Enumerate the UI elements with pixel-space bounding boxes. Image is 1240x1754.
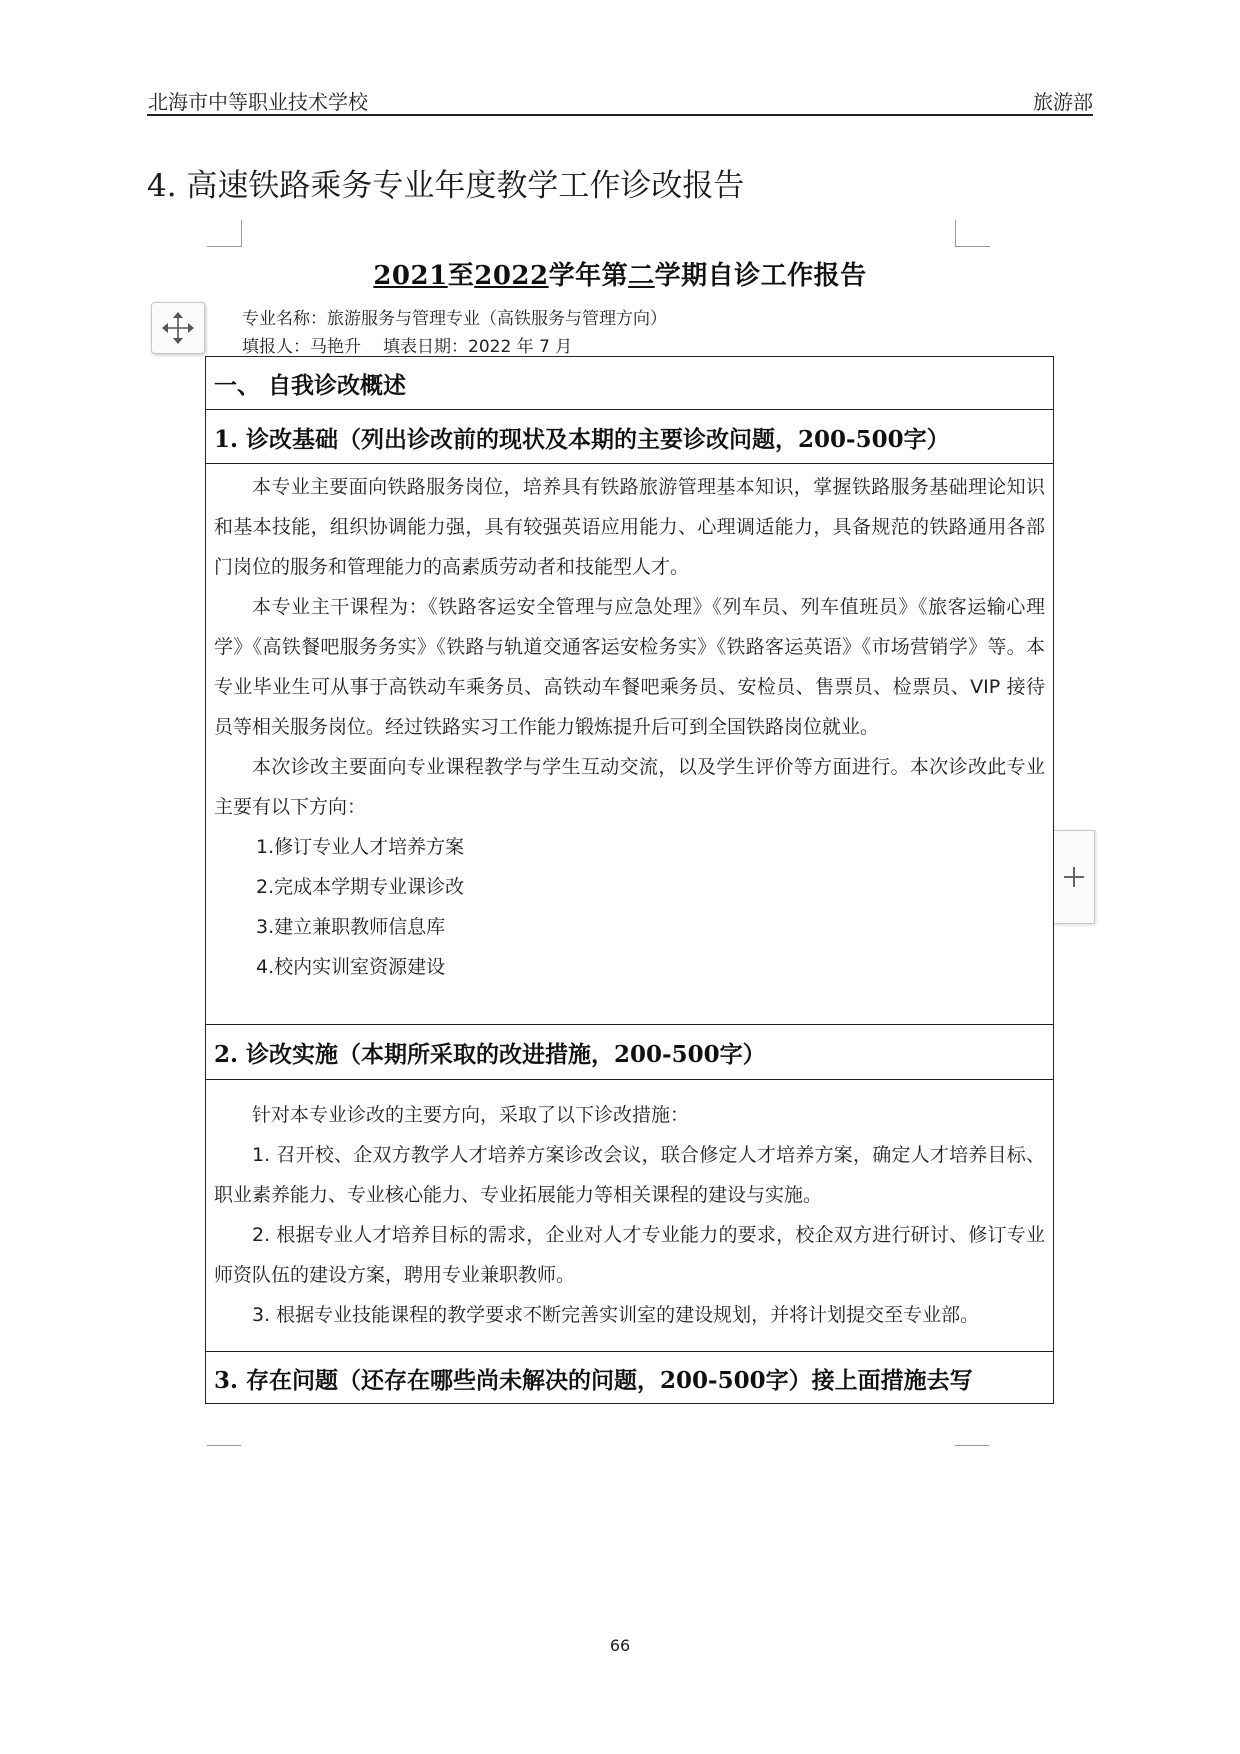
s1-list-item: 3.建立兼职教师信息库 [256,916,446,938]
table-row-divider [206,1351,1053,1352]
section1-heading: 1. 诊改基础（列出诊改前的现状及本期的主要诊改问题，200-500字） [214,426,950,453]
title-semester-number: 二 [628,261,655,291]
section1-body [206,467,1053,987]
header-department: 旅游部 [1033,90,1093,114]
margin-corner-bottom-right [955,1445,989,1446]
margin-corner-bottom-left [207,1445,241,1446]
title-part-report: 学期自诊工作报告 [654,261,867,291]
page-number: 66 [609,1636,631,1655]
title-year-end: 2022 [474,261,549,291]
title-part-academic: 学年第 [548,261,629,291]
major-name: 专业名称：旅游服务与管理专业（高铁服务与管理方向） [242,309,667,329]
report-table [205,356,1054,1404]
filler-name: 填报人：马艳升 [242,337,361,357]
s2-paragraph: 2. 根据专业人才培养目标的需求，企业对人才专业能力的要求，校企双方进行研讨、修订专业师资队伍的建设方案，聘用专业兼职教师。 [214,1224,1045,1286]
title-part-to: 至 [447,261,475,291]
title-year-start: 2021 [373,261,448,291]
s1-list-item: 1.修订专业人才培养方案 [256,836,465,858]
fill-date: 填表日期：2022 年 7 月 [383,337,573,357]
s2-paragraph: 1. 召开校、企双方教学人才培养方案诊改会议，联合修定人才培养方案，确定人才培养目标、职业素养能力、专业核心能力、专业拓展能力等相关课程的建设与实施。 [214,1144,1045,1206]
section3-heading: 3. 存在问题（还存在哪些尚未解决的问题，200-500字）接上面措施去写 [214,1367,973,1394]
section2-heading: 2. 诊改实施（本期所采取的改进措施，200-500字） [214,1041,766,1068]
s1-paragraph: 本次诊改主要面向专业课程教学与学生互动交流，以及学生评价等方面进行。本次诊改此专业主要有以下方向： [214,756,1045,818]
section-title: 4. 高速铁路乘务专业年度教学工作诊改报告 [147,168,745,204]
s1-paragraph: 本专业主干课程为：《铁路客运安全管理与应急处理》《列车员、列车值班员》《旅客运输心理学》《高铁餐吧服务务实》《铁路与轨道交通客运安检务实》《铁路客运英语》《市场营销学》等。本专业毕业生可从事于高铁动车乘务员、高铁动车餐吧乘务员、安检员、售票员、检票员、VIP 接待员等相关服务岗位。经过铁路实习工作能力锻炼提升后可到全国铁路岗位就业。 [214,596,1045,738]
table-row-divider [206,409,1053,410]
s1-list-item: 2.完成本学期专业课诊改 [256,876,465,898]
plus-icon [1062,865,1086,889]
table-move-handle[interactable] [151,302,205,354]
s1-list-item: 4.校内实训室资源建设 [256,956,446,978]
table-row-divider [206,1024,1053,1025]
table-add-button[interactable] [1054,830,1095,924]
filler-info [242,332,572,357]
margin-corner-top-right [955,220,990,247]
table-row-divider [206,463,1053,464]
s1-paragraph: 本专业主要面向铁路服务岗位，培养具有铁路旅游管理基本知识，掌握铁路服务基础理论知识和基本技能，组织协调能力强，具有较强英语应用能力、心理调适能力，具备规范的铁路通用各部门岗位的服务和管理能力的高素质劳动者和技能型人才。 [214,476,1045,578]
margin-corner-top-left [207,220,242,247]
table-row-divider [206,1079,1053,1080]
part1-heading: 一、 自我诊改概述 [214,372,407,399]
s2-paragraph: 针对本专业诊改的主要方向，采取了以下诊改措施： [252,1104,690,1126]
header-rule [147,114,1093,116]
move-arrows-icon [161,311,195,345]
s2-paragraph: 3. 根据专业技能课程的教学要求不断完善实训室的建设规划，并将计划提交至专业部。 [252,1304,980,1326]
section2-body [206,1095,1053,1335]
report-title [0,255,1240,292]
header-school: 北海市中等职业技术学校 [148,90,368,114]
